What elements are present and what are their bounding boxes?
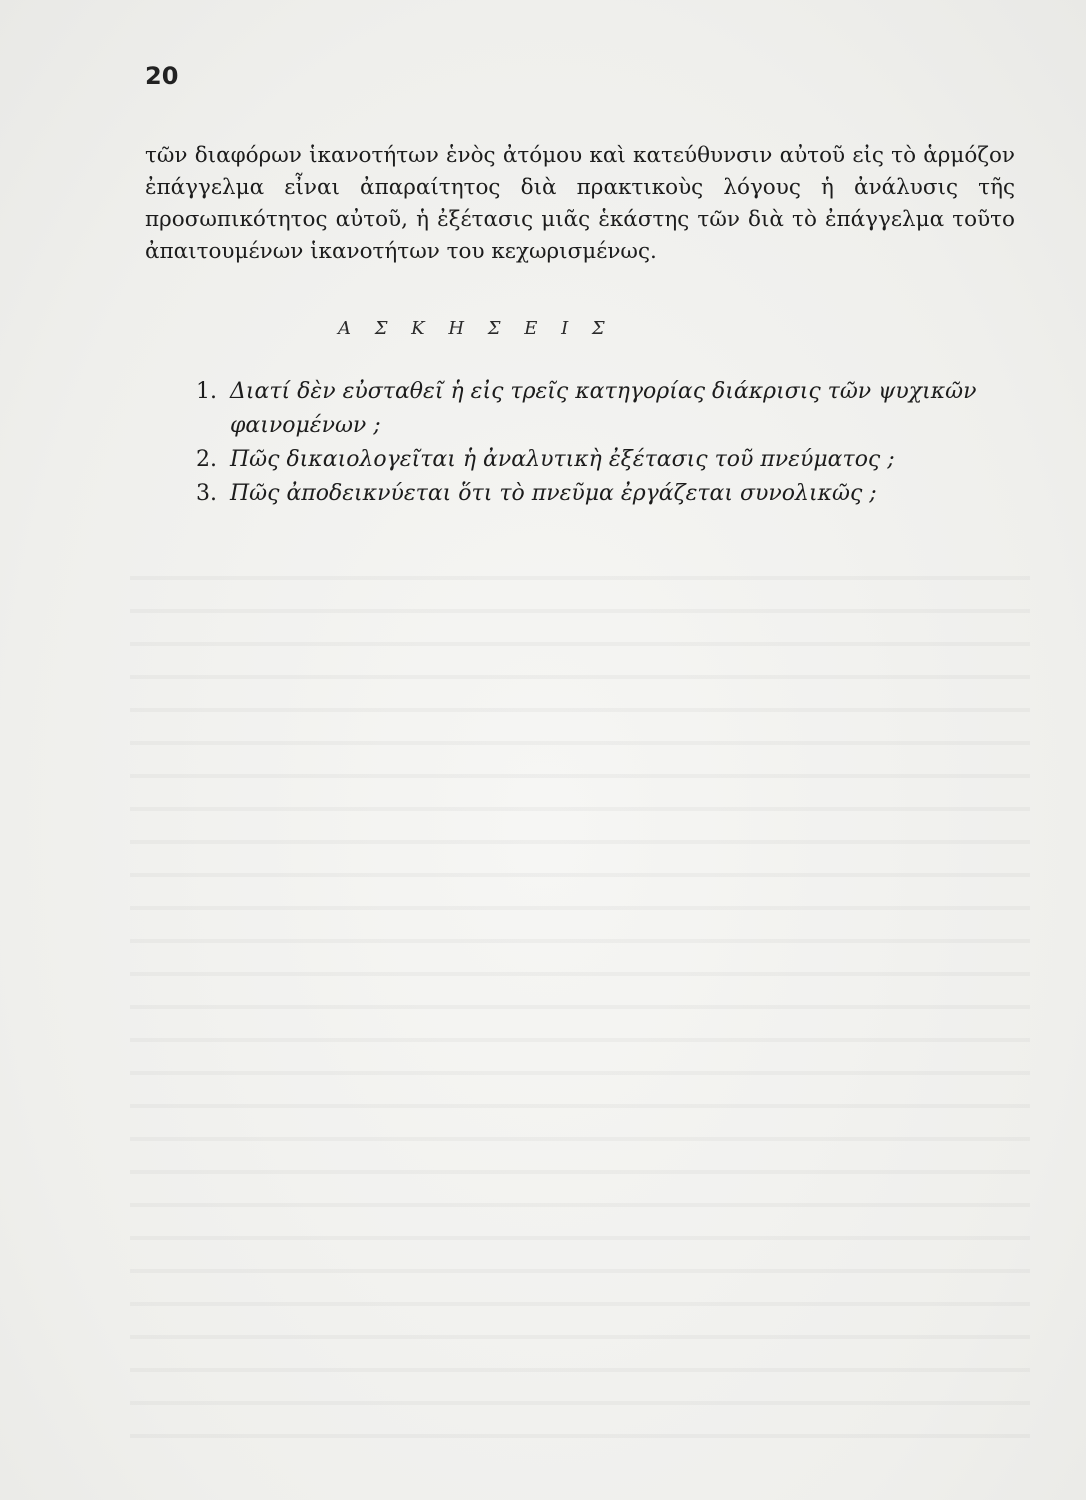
- exercise-item: [196, 375, 1026, 443]
- exercise-text: Πῶς δικαιολογεῖται ἡ ἀναλυτικὴ ἐξέτασις τοῦ πνεύματος ;: [230, 447, 895, 472]
- exercise-list: [196, 375, 1026, 511]
- exercises-heading: Α Σ Κ Η Σ Ε Ι Σ: [338, 318, 614, 339]
- exercise-item: [196, 477, 1026, 511]
- exercise-number: 2.: [196, 447, 217, 472]
- body-paragraph: τῶν διαφόρων ἱκανοτήτων ἑνὸς ἀτόμου καὶ κατεύθυνσιν αὐτοῦ εἰς τὸ ἁρμόζον ἐπάγγελμα εἶναι ἀπαραίτητος διὰ πρακτικοὺς λόγους ἡ ἀνάλυσις τῆς προσωπικότητος αὐτοῦ, ἡ ἐξέτασις μιᾶς ἑκάστης τῶν διὰ τὸ ἐπάγγελμα τοῦτο ἀπαιτουμένων ἱκανοτήτων του κεχωρισμένως.: [145, 143, 1015, 264]
- exercise-text: Πῶς ἀποδεικνύεται ὅτι τὸ πνεῦμα ἐργάζεται συνολικῶς ;: [230, 481, 877, 506]
- exercise-text: Διατί δὲν εὐσταθεῖ ἡ εἰς τρεῖς κατηγορίας διάκρισις τῶν ψυχικῶν φαινομένων ;: [230, 379, 977, 438]
- page-number: 20: [145, 62, 179, 90]
- show-through-from-reverse-page: [130, 560, 1030, 1460]
- exercise-number: 3.: [196, 481, 217, 506]
- exercise-item: [196, 443, 1026, 477]
- exercise-number: 1.: [196, 379, 217, 404]
